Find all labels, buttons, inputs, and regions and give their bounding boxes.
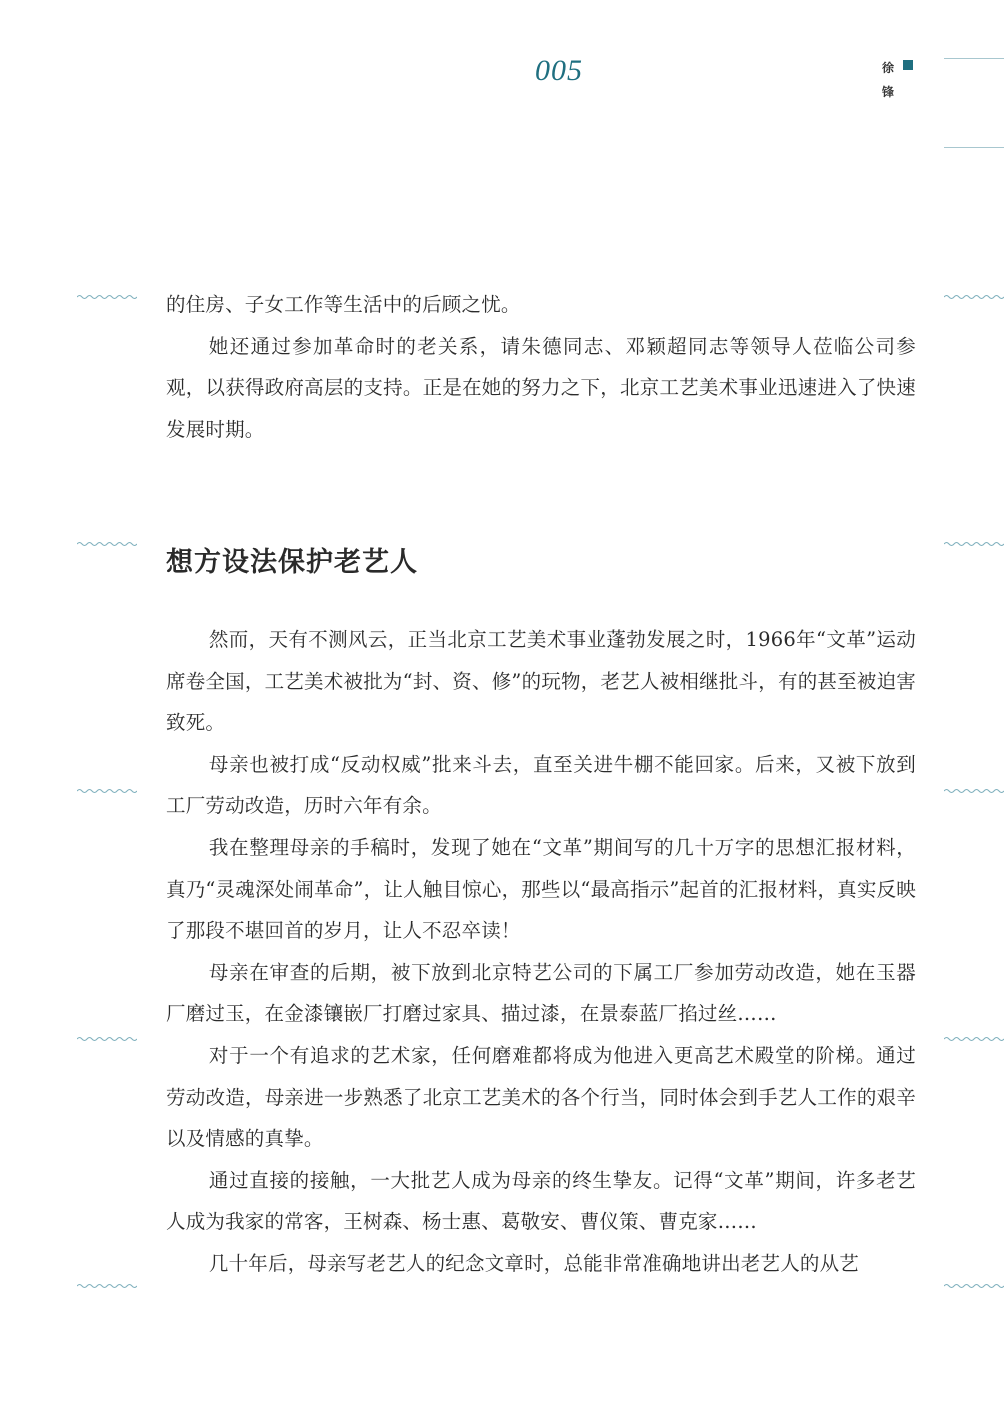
margin-wave-right (944, 541, 1004, 547)
margin-wave-left (77, 541, 137, 547)
paragraph: 母亲在审查的后期，被下放到北京特艺公司的下属工厂参加劳动改造，她在玉器厂磨过玉，在金漆镶嵌厂打磨过家具、描过漆，在景泰蓝厂掐过丝…… (166, 960, 916, 1026)
margin-wave-right (944, 1283, 1004, 1289)
paragraph: 的住房、子女工作等生活中的后顾之忧。 (166, 293, 521, 316)
margin-wave-left (77, 788, 137, 794)
body-text-top (166, 284, 916, 450)
margin-wave-right (944, 294, 1004, 300)
margin-rule (944, 147, 1004, 148)
margin-wave-left (77, 1283, 137, 1289)
author-char: 徐 (881, 61, 894, 75)
paragraph: 母亲也被打成“反动权威”批来斗去，直至关进牛棚不能回家。后来，又被下放到工厂劳动改造，历时六年有余。 (166, 752, 916, 818)
author-char: 锋 (881, 85, 894, 99)
margin-wave-right (944, 1036, 1004, 1042)
paragraph: 她还通过参加革命时的老关系，请朱德同志、邓颖超同志等领导人莅临公司参观，以获得政府高层的支持。正是在她的努力之下，北京工艺美术事业迅速进入了快速发展时期。 (166, 334, 916, 441)
margin-rule (944, 58, 1004, 59)
paragraph: 然而，天有不测风云，正当北京工艺美术事业蓬勃发展之时，1966年“文革”运动席卷全国，工艺美术被批为“封、资、修”的玩物，老艺人被相继批斗，有的甚至被迫害致死。 (166, 628, 916, 735)
paragraph: 对于一个有追求的艺术家，任何磨难都将成为他进入更高艺术殿堂的阶梯。通过劳动改造，母亲进一步熟悉了北京工艺美术的各个行当，同时体会到手艺人工作的艰辛以及情感的真挚。 (166, 1043, 916, 1151)
body-text-section (166, 619, 916, 1285)
section-heading: 想方设法保护老艺人 (166, 547, 418, 578)
page-number: 005 (535, 54, 583, 87)
paragraph: 几十年后，母亲写老艺人的纪念文章时，总能非常准确地讲出老艺人的从艺 (208, 1251, 859, 1275)
paragraph: 我在整理母亲的手稿时，发现了她在“文革”期间写的几十万字的思想汇报材料，真乃“灵魂深处闹革命”，让人触目惊心，那些以“最高指示”起首的汇报材料，真实反映了那段不堪回首的岁月，让人不忍卒读！ (166, 835, 916, 943)
margin-wave-left (77, 294, 137, 300)
margin-wave-right (944, 788, 1004, 794)
accent-square (903, 60, 913, 70)
margin-wave-left (77, 1036, 137, 1042)
paragraph: 通过直接的接触，一大批艺人成为母亲的终生挚友。记得“文革”期间，许多老艺人成为我家的常客，王树森、杨士惠、葛敬安、曹仪策、曹克家…… (166, 1168, 916, 1234)
author-name (880, 56, 896, 104)
